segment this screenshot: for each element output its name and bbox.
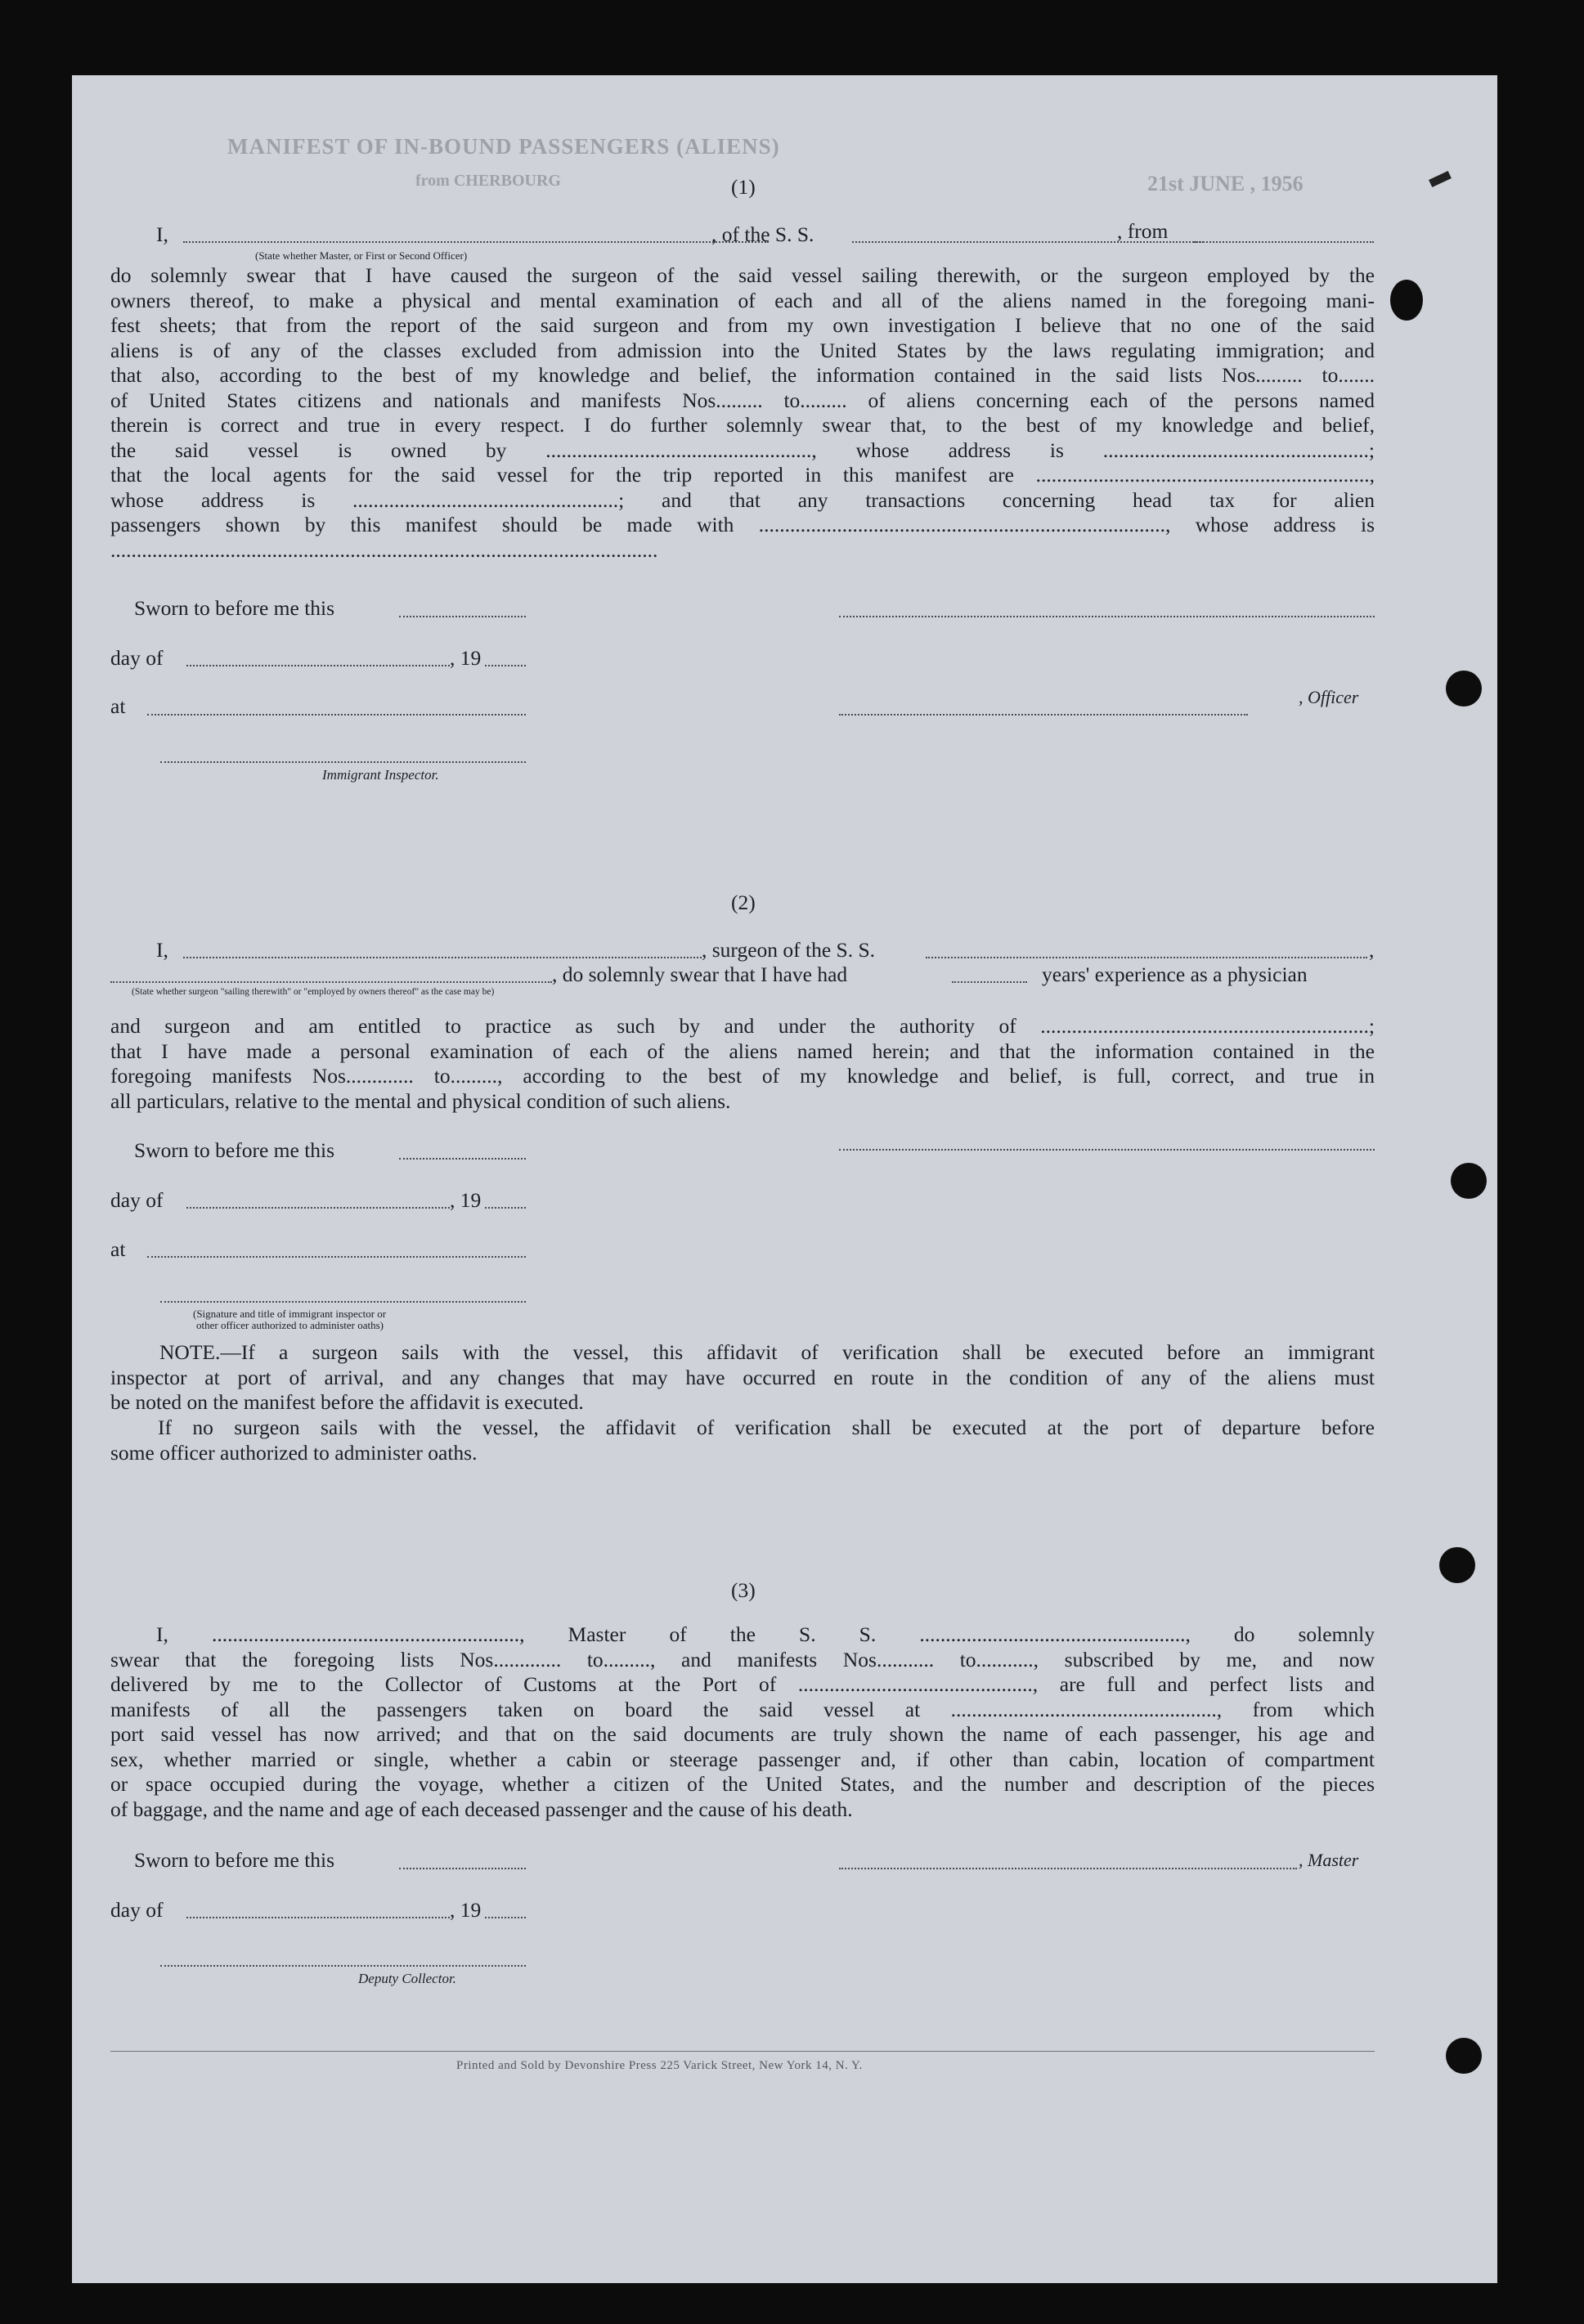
section-2-at: at bbox=[110, 1237, 126, 1261]
section-3-master: , Master bbox=[1299, 1850, 1359, 1870]
inspector-signature-line[interactable] bbox=[160, 761, 526, 763]
section-3-oath-text: I, ..........................................................., Master of the S. S. ..................................................., do solemnly swear that the foregoing lists Nos............. to........., and manifests Nos........... to..........., subscribed by me, and now delivered by me to the Collector of Customs at the Port of ............................................., are full and perfect lists and manifests of all the passengers taken on board the said vessel at ..................................................., from which port said vessel has now arrived; and that on the said documents are truly shown the name of each passenger, his age and sex, whether married or single, whether a cabin or steerage passenger and, if other than cabin, location of compartment or space occupied during the voyage, whether a citizen of the United States, and the number and description of the pieces of baggage, and the name and age of each deceased passenger and the cause of his death. bbox=[110, 1622, 1375, 1821]
section-3-sworn-field[interactable] bbox=[399, 1868, 526, 1869]
section-1-of-ss: , of the S. S. bbox=[711, 222, 814, 246]
section-2-i: I, bbox=[156, 938, 168, 962]
section-1-sworn: Sworn to before me this bbox=[134, 596, 335, 620]
section-1-officer: , Officer bbox=[1299, 687, 1359, 707]
section-1-nineteen: , 19 bbox=[450, 646, 482, 670]
section-2-nineteen: , 19 bbox=[450, 1188, 482, 1212]
bleed-through-from: from CHERBOURG bbox=[415, 172, 561, 190]
port-from-field[interactable] bbox=[1194, 241, 1374, 243]
section-1-year-field[interactable] bbox=[485, 665, 526, 666]
collector-caption: Deputy Collector. bbox=[358, 1971, 456, 1986]
section-1-oath-text: do solemnly swear that I have caused the surgeon of the said vessel sailing therewith, or the surgeon employed by the owners thereof, to make a physical and mental examination of each and all of the aliens named in the foregoing mani- fest sheets; that from the report of the said surgeon and from my own investigation I believe that no one of the said aliens is of any of the classes excluded from admission into the United States by the laws regulating immigration; and that also, according to the best of my knowledge and belief, the information contained in the said lists Nos......... to....... of United States citizens and nationals and manifests Nos......... to......... of aliens concerning each of the persons named therein is correct and true in every respect. I do further solemnly swear that, to the best of my knowledge and belief, the said vessel is owned by ..................................................., whose address is ...................................................; that the local agents for the said vessel for the trip reported in this manifest are ................................................................, whose address is ...................................................; and that any transactions concerning head tax for alien passengers shown by this manifest should be made with .............................................................................., whose address is ......................................................................................................... bbox=[110, 263, 1375, 562]
section-3-year-field[interactable] bbox=[485, 1917, 526, 1918]
surgeon-name-field[interactable] bbox=[183, 957, 702, 958]
section-3-sworn: Sworn to before me this bbox=[134, 1848, 335, 1872]
section-2-sig-caption-1: (Signature and title of immigrant inspector or bbox=[193, 1308, 387, 1320]
section-1-i: I, bbox=[156, 222, 168, 246]
section-3-nineteen: , 19 bbox=[450, 1898, 482, 1922]
surgeon-status-field[interactable] bbox=[110, 981, 552, 983]
section-1-sworn-field[interactable] bbox=[399, 616, 526, 617]
section-1-day-field[interactable] bbox=[186, 665, 450, 666]
section-2-vessel-field[interactable] bbox=[926, 957, 1367, 958]
collector-signature-line[interactable] bbox=[160, 1965, 526, 1967]
punch-hole bbox=[1390, 280, 1423, 321]
punch-hole bbox=[1446, 2038, 1482, 2074]
officer-signature-line[interactable] bbox=[839, 714, 1248, 716]
officer-rank-field[interactable] bbox=[183, 241, 769, 243]
inspector-caption: Immigrant Inspector. bbox=[322, 767, 439, 783]
punch-hole bbox=[1439, 1547, 1475, 1583]
corner-mark bbox=[1429, 171, 1452, 187]
section-1-number: (1) bbox=[731, 175, 756, 199]
bleed-through-date: 21st JUNE , 1956 bbox=[1147, 172, 1304, 195]
surgeon-note: NOTE.—If a surgeon sails with the vessel, this affidavit of verification shall be executed before an immigrant inspector at port of arrival, and any changes that may have occurred en route in the condition of any of the aliens must be noted on the manifest before the affidavit is executed. bbox=[110, 1340, 1375, 1414]
section-2-do-swear: , do solemnly swear that I have had bbox=[552, 962, 848, 986]
section-2-year-field[interactable] bbox=[485, 1207, 526, 1209]
surgeon-signature-line[interactable] bbox=[839, 1149, 1375, 1151]
section-1-at-field[interactable] bbox=[147, 714, 526, 716]
printer-imprint: Printed and Sold by Devonshire Press 225 Varick Street, New York 14, N. Y. bbox=[456, 2059, 863, 2072]
section-2-day-field[interactable] bbox=[186, 1207, 450, 1209]
section-1-from: , from bbox=[1117, 219, 1169, 243]
years-experience-field[interactable] bbox=[952, 981, 1027, 983]
section-2-day-of: day of bbox=[110, 1188, 164, 1212]
section-1-caption: (State whether Master, or First or Second Officer) bbox=[255, 249, 468, 262]
bleed-through-header: MANIFEST OF IN-BOUND PASSENGERS (ALIENS) bbox=[227, 134, 780, 159]
section-2-sworn-field[interactable] bbox=[399, 1158, 526, 1160]
section-2-oath-text: and surgeon and am entitled to practice as such by and under the authority of ...............................................................; that I have made a personal examination of each of the aliens named herein; and that the information contained in the foregoing manifests Nos............. to........., according to the best of my knowledge and belief, is full, correct, and true in all particulars, relative to the mental and physical condition of such aliens. bbox=[110, 1014, 1375, 1113]
section-3-day-field[interactable] bbox=[186, 1917, 450, 1918]
section-2-inspector-line[interactable] bbox=[160, 1301, 526, 1303]
section-2-surgeon-of: , surgeon of the S. S. bbox=[702, 938, 876, 962]
punch-hole bbox=[1451, 1163, 1487, 1199]
section-2-comma: , bbox=[1369, 938, 1375, 962]
section-2-number: (2) bbox=[731, 891, 756, 914]
section-1-at: at bbox=[110, 694, 126, 718]
form-page bbox=[72, 75, 1497, 2283]
section-2-caption: (State whether surgeon "sailing therewith" or "employed by owners thereof" as the case may be) bbox=[132, 987, 495, 997]
footer-rule bbox=[110, 2051, 1375, 2052]
section-2-sworn: Sworn to before me this bbox=[134, 1138, 335, 1162]
punch-hole bbox=[1446, 671, 1482, 707]
section-3-day-of: day of bbox=[110, 1898, 164, 1922]
section-2-years: years' experience as a physician bbox=[1042, 962, 1308, 986]
section-2-at-field[interactable] bbox=[147, 1256, 526, 1258]
no-surgeon-note: If no surgeon sails with the vessel, the affidavit of verification shall be executed at the port of departure before some officer authorized to administer oaths. bbox=[110, 1415, 1375, 1465]
section-2-sig-caption-2: other officer authorized to administer oaths) bbox=[196, 1319, 384, 1331]
section-1-signature-line[interactable] bbox=[839, 616, 1375, 617]
section-3-number: (3) bbox=[731, 1578, 756, 1602]
section-1-day-of: day of bbox=[110, 646, 164, 670]
master-signature-line[interactable] bbox=[839, 1868, 1297, 1869]
